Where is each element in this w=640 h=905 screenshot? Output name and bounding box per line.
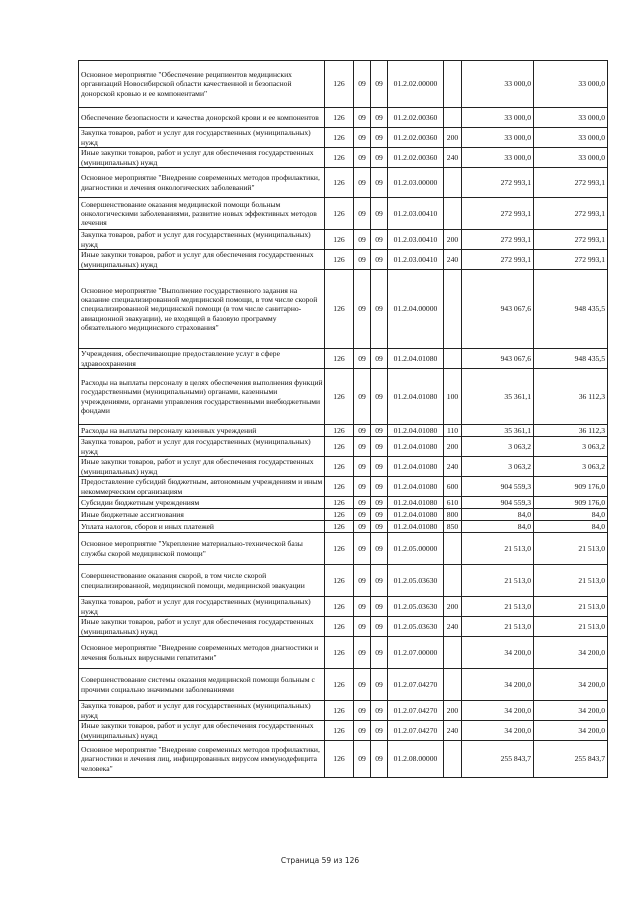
- row-name: Совершенствование системы оказания медицинской помощи больным с прочими социально значимыми заболеваниями: [79, 669, 325, 701]
- row-name: Основное мероприятие "Выполнение государственного задания на оказание специализированной медицинской помощи, в том числе скорой специализированной медицинской помощи (в том числе санитарно-авиационной эвакуации), не входящей в базовую программу обязательного медицинского страхования": [79, 270, 325, 349]
- row-expense-type: [444, 741, 462, 778]
- table-row: [79, 168, 608, 198]
- row-amount-year2: 84,0: [534, 509, 608, 521]
- row-grbs-code: 126: [325, 597, 354, 617]
- row-target-article: 01.2.07.04270: [388, 721, 444, 741]
- row-grbs-code: 126: [325, 497, 354, 509]
- row-target-article: 01.2.04.01080: [388, 477, 444, 497]
- row-amount-year1: 272 993,1: [462, 250, 534, 270]
- row-amount-year1: 21 513,0: [462, 617, 534, 637]
- row-expense-type: [444, 198, 462, 230]
- table-row: [79, 701, 608, 721]
- row-subsection-code: 09: [371, 128, 388, 148]
- row-amount-year1: 272 993,1: [462, 168, 534, 198]
- row-section-code: 09: [354, 148, 371, 168]
- row-grbs-code: 126: [325, 128, 354, 148]
- row-target-article: 01.2.04.01080: [388, 521, 444, 533]
- row-grbs-code: 126: [325, 669, 354, 701]
- row-section-code: 09: [354, 701, 371, 721]
- table-row: [79, 369, 608, 425]
- row-grbs-code: 126: [325, 250, 354, 270]
- row-subsection-code: 09: [371, 250, 388, 270]
- table-row: [79, 198, 608, 230]
- row-subsection-code: 09: [371, 369, 388, 425]
- row-target-article: 01.2.04.01080: [388, 437, 444, 457]
- row-name: Иные закупки товаров, работ и услуг для обеспечения государственных (муниципальных) нужд: [79, 457, 325, 477]
- row-subsection-code: 09: [371, 349, 388, 369]
- row-target-article: 01.2.04.01080: [388, 369, 444, 425]
- table-row: [79, 637, 608, 669]
- table-row: [79, 669, 608, 701]
- row-amount-year2: 3 063,2: [534, 437, 608, 457]
- table-row: [79, 425, 608, 437]
- row-amount-year1: 904 559,3: [462, 477, 534, 497]
- row-expense-type: 600: [444, 477, 462, 497]
- table-row: [79, 597, 608, 617]
- row-section-code: 09: [354, 521, 371, 533]
- row-target-article: 01.2.04.01080: [388, 349, 444, 369]
- row-expense-type: 240: [444, 148, 462, 168]
- row-amount-year2: 36 112,3: [534, 369, 608, 425]
- row-target-article: 01.2.04.01080: [388, 509, 444, 521]
- row-target-article: 01.2.02.00000: [388, 61, 444, 108]
- row-amount-year1: 34 200,0: [462, 637, 534, 669]
- row-section-code: 09: [354, 497, 371, 509]
- row-amount-year2: 33 000,0: [534, 108, 608, 128]
- row-subsection-code: 09: [371, 477, 388, 497]
- row-expense-type: 610: [444, 497, 462, 509]
- row-section-code: 09: [354, 721, 371, 741]
- row-expense-type: 800: [444, 509, 462, 521]
- table-row: [79, 741, 608, 778]
- row-target-article: 01.2.05.00000: [388, 533, 444, 565]
- row-expense-type: 240: [444, 457, 462, 477]
- row-subsection-code: 09: [371, 617, 388, 637]
- row-section-code: 09: [354, 168, 371, 198]
- row-name: Предоставление субсидий бюджетным, автономным учреждениям и иным некоммерческим организациям: [79, 477, 325, 497]
- row-section-code: 09: [354, 270, 371, 349]
- row-grbs-code: 126: [325, 533, 354, 565]
- row-grbs-code: 126: [325, 477, 354, 497]
- row-expense-type: 240: [444, 617, 462, 637]
- table-row: [79, 437, 608, 457]
- row-section-code: 09: [354, 637, 371, 669]
- table-row: [79, 533, 608, 565]
- row-name: Основное мероприятие "Внедрение современных методов профилактики, диагностики и лечения лиц, инфицированных вирусом иммунодефицита человека": [79, 741, 325, 778]
- row-grbs-code: 126: [325, 437, 354, 457]
- row-grbs-code: 126: [325, 270, 354, 349]
- row-name: Иные закупки товаров, работ и услуг для обеспечения государственных (муниципальных) нужд: [79, 721, 325, 741]
- table-row: [79, 128, 608, 148]
- row-grbs-code: 126: [325, 741, 354, 778]
- row-target-article: 01.2.05.03630: [388, 617, 444, 637]
- row-name: Основное мероприятие "Внедрение современных методов профилактики, диагностики и лечения онкологических заболеваний": [79, 168, 325, 198]
- row-subsection-code: 09: [371, 521, 388, 533]
- row-amount-year2: 33 000,0: [534, 148, 608, 168]
- row-grbs-code: 126: [325, 509, 354, 521]
- row-grbs-code: 126: [325, 521, 354, 533]
- row-name: Иные закупки товаров, работ и услуг для обеспечения государственных (муниципальных) нужд: [79, 250, 325, 270]
- row-section-code: 09: [354, 477, 371, 497]
- row-section-code: 09: [354, 128, 371, 148]
- row-target-article: 01.2.03.00410: [388, 230, 444, 250]
- table-row: [79, 349, 608, 369]
- row-amount-year2: 272 993,1: [534, 198, 608, 230]
- row-amount-year1: 904 559,3: [462, 497, 534, 509]
- row-amount-year2: 21 513,0: [534, 533, 608, 565]
- row-subsection-code: 09: [371, 108, 388, 128]
- row-section-code: 09: [354, 61, 371, 108]
- row-amount-year1: 255 843,7: [462, 741, 534, 778]
- row-amount-year2: 948 435,5: [534, 349, 608, 369]
- row-target-article: 01.2.04.01080: [388, 497, 444, 509]
- table-row: [79, 457, 608, 477]
- table-row: [79, 61, 608, 108]
- row-expense-type: 200: [444, 230, 462, 250]
- row-expense-type: [444, 533, 462, 565]
- row-expense-type: [444, 669, 462, 701]
- row-expense-type: [444, 349, 462, 369]
- row-subsection-code: 09: [371, 270, 388, 349]
- row-target-article: 01.2.02.00360: [388, 128, 444, 148]
- row-amount-year2: 272 993,1: [534, 230, 608, 250]
- row-subsection-code: 09: [371, 597, 388, 617]
- row-name: Уплата налогов, сборов и иных платежей: [79, 521, 325, 533]
- row-grbs-code: 126: [325, 230, 354, 250]
- row-name: Иные бюджетные ассигнования: [79, 509, 325, 521]
- row-amount-year1: 33 000,0: [462, 108, 534, 128]
- row-grbs-code: 126: [325, 148, 354, 168]
- row-name: Совершенствование оказания скорой, в том числе скорой специализированной, медицинской помощи, медицинской эвакуации: [79, 565, 325, 597]
- row-name: Расходы на выплаты персоналу в целях обеспечения выполнения функций государственными (муниципальными) органами, казенными учреждениями, органами управления государственными внебюджетными фондами: [79, 369, 325, 425]
- row-section-code: 09: [354, 250, 371, 270]
- row-amount-year2: 21 513,0: [534, 597, 608, 617]
- row-target-article: 01.2.03.00410: [388, 250, 444, 270]
- row-amount-year1: 34 200,0: [462, 701, 534, 721]
- row-amount-year1: 943 067,6: [462, 270, 534, 349]
- row-expense-type: 850: [444, 521, 462, 533]
- row-grbs-code: 126: [325, 349, 354, 369]
- table-row: [79, 565, 608, 597]
- row-section-code: 09: [354, 565, 371, 597]
- row-subsection-code: 09: [371, 168, 388, 198]
- row-grbs-code: 126: [325, 108, 354, 128]
- row-amount-year1: 34 200,0: [462, 721, 534, 741]
- row-name: Основное мероприятие "Внедрение современных методов диагностики и лечения больных вирусными гепатитами": [79, 637, 325, 669]
- row-amount-year2: 36 112,3: [534, 425, 608, 437]
- row-name: Закупка товаров, работ и услуг для государственных (муниципальных) нужд: [79, 701, 325, 721]
- row-target-article: 01.2.04.01080: [388, 457, 444, 477]
- row-amount-year2: 948 435,5: [534, 270, 608, 349]
- row-subsection-code: 09: [371, 509, 388, 521]
- row-amount-year1: 35 361,1: [462, 425, 534, 437]
- row-amount-year2: 272 993,1: [534, 168, 608, 198]
- page-number: Страница 59 из 126: [280, 856, 360, 865]
- row-amount-year2: 33 000,0: [534, 128, 608, 148]
- row-amount-year2: 84,0: [534, 521, 608, 533]
- row-amount-year2: 255 843,7: [534, 741, 608, 778]
- row-amount-year1: 272 993,1: [462, 230, 534, 250]
- row-subsection-code: 09: [371, 721, 388, 741]
- table-row: [79, 617, 608, 637]
- row-amount-year2: 34 200,0: [534, 721, 608, 741]
- row-amount-year1: 21 513,0: [462, 597, 534, 617]
- row-expense-type: 200: [444, 128, 462, 148]
- row-section-code: 09: [354, 669, 371, 701]
- row-amount-year2: 3 063,2: [534, 457, 608, 477]
- row-target-article: 01.2.07.04270: [388, 701, 444, 721]
- row-grbs-code: 126: [325, 565, 354, 597]
- row-section-code: 09: [354, 369, 371, 425]
- row-name: Закупка товаров, работ и услуг для государственных (муниципальных) нужд: [79, 230, 325, 250]
- row-expense-type: 110: [444, 425, 462, 437]
- row-grbs-code: 126: [325, 617, 354, 637]
- row-section-code: 09: [354, 509, 371, 521]
- row-amount-year1: 33 000,0: [462, 61, 534, 108]
- row-name: Обеспечение безопасности и качества донорской крови и ее компонентов: [79, 108, 325, 128]
- row-expense-type: [444, 168, 462, 198]
- table-body: [79, 61, 608, 778]
- row-expense-type: 200: [444, 701, 462, 721]
- table-row: [79, 250, 608, 270]
- row-grbs-code: 126: [325, 168, 354, 198]
- row-section-code: 09: [354, 741, 371, 778]
- row-section-code: 09: [354, 425, 371, 437]
- row-section-code: 09: [354, 349, 371, 369]
- row-subsection-code: 09: [371, 61, 388, 108]
- row-amount-year2: 272 993,1: [534, 250, 608, 270]
- table-row: [79, 230, 608, 250]
- row-amount-year1: 943 067,6: [462, 349, 534, 369]
- row-expense-type: [444, 108, 462, 128]
- row-section-code: 09: [354, 457, 371, 477]
- row-expense-type: 200: [444, 437, 462, 457]
- table-row: [79, 497, 608, 509]
- row-target-article: 01.2.03.00000: [388, 168, 444, 198]
- row-target-article: 01.2.02.00360: [388, 148, 444, 168]
- row-amount-year1: 3 063,2: [462, 457, 534, 477]
- row-name: Закупка товаров, работ и услуг для государственных (муниципальных) нужд: [79, 437, 325, 457]
- row-amount-year2: 21 513,0: [534, 565, 608, 597]
- row-expense-type: 240: [444, 721, 462, 741]
- table-row: [79, 108, 608, 128]
- row-target-article: 01.2.08.00000: [388, 741, 444, 778]
- row-name: Субсидии бюджетным учреждениям: [79, 497, 325, 509]
- row-section-code: 09: [354, 437, 371, 457]
- row-grbs-code: 126: [325, 425, 354, 437]
- row-amount-year2: 909 176,0: [534, 477, 608, 497]
- row-expense-type: [444, 637, 462, 669]
- row-subsection-code: 09: [371, 198, 388, 230]
- row-name: Расходы на выплаты персоналу казенных учреждений: [79, 425, 325, 437]
- row-grbs-code: 126: [325, 198, 354, 230]
- row-amount-year1: 272 993,1: [462, 198, 534, 230]
- table-row: [79, 521, 608, 533]
- row-amount-year1: 34 200,0: [462, 669, 534, 701]
- row-target-article: 01.2.04.00000: [388, 270, 444, 349]
- row-subsection-code: 09: [371, 637, 388, 669]
- row-name: Основное мероприятие "Укрепление материально-технической базы службы скорой медицинской помощи": [79, 533, 325, 565]
- row-grbs-code: 126: [325, 721, 354, 741]
- row-target-article: 01.2.02.00360: [388, 108, 444, 128]
- row-subsection-code: 09: [371, 230, 388, 250]
- row-amount-year2: 34 200,0: [534, 701, 608, 721]
- table-row: [79, 477, 608, 497]
- row-amount-year2: 34 200,0: [534, 669, 608, 701]
- row-section-code: 09: [354, 597, 371, 617]
- row-target-article: 01.2.05.03630: [388, 565, 444, 597]
- row-expense-type: [444, 61, 462, 108]
- row-amount-year1: 33 000,0: [462, 128, 534, 148]
- table-row: [79, 270, 608, 349]
- row-amount-year1: 84,0: [462, 509, 534, 521]
- row-amount-year1: 84,0: [462, 521, 534, 533]
- row-amount-year2: 909 176,0: [534, 497, 608, 509]
- row-amount-year1: 3 063,2: [462, 437, 534, 457]
- row-grbs-code: 126: [325, 637, 354, 669]
- row-grbs-code: 126: [325, 701, 354, 721]
- table-row: [79, 509, 608, 521]
- row-amount-year1: 33 000,0: [462, 148, 534, 168]
- row-expense-type: 100: [444, 369, 462, 425]
- row-target-article: 01.2.07.00000: [388, 637, 444, 669]
- row-target-article: 01.2.04.01080: [388, 425, 444, 437]
- row-subsection-code: 09: [371, 457, 388, 477]
- row-expense-type: 200: [444, 597, 462, 617]
- row-name: Иные закупки товаров, работ и услуг для обеспечения государственных (муниципальных) нужд: [79, 148, 325, 168]
- row-subsection-code: 09: [371, 565, 388, 597]
- budget-table: [78, 60, 608, 778]
- row-section-code: 09: [354, 533, 371, 565]
- row-expense-type: [444, 270, 462, 349]
- row-amount-year1: 21 513,0: [462, 565, 534, 597]
- row-amount-year2: 21 513,0: [534, 617, 608, 637]
- row-name: Совершенствование оказания медицинской помощи больным онкологическими заболеваниями, развитие новых эффективных методов лечения: [79, 198, 325, 230]
- row-grbs-code: 126: [325, 369, 354, 425]
- row-amount-year1: 21 513,0: [462, 533, 534, 565]
- row-section-code: 09: [354, 108, 371, 128]
- row-subsection-code: 09: [371, 437, 388, 457]
- row-section-code: 09: [354, 617, 371, 637]
- row-target-article: 01.2.03.00410: [388, 198, 444, 230]
- row-subsection-code: 09: [371, 533, 388, 565]
- row-grbs-code: 126: [325, 61, 354, 108]
- row-name: Закупка товаров, работ и услуг для государственных (муниципальных) нужд: [79, 128, 325, 148]
- row-target-article: 01.2.07.04270: [388, 669, 444, 701]
- row-subsection-code: 09: [371, 425, 388, 437]
- row-grbs-code: 126: [325, 457, 354, 477]
- row-amount-year2: 34 200,0: [534, 637, 608, 669]
- row-subsection-code: 09: [371, 148, 388, 168]
- row-name: Учреждения, обеспечивающие предоставление услуг в сфере здравоохранения: [79, 349, 325, 369]
- row-section-code: 09: [354, 230, 371, 250]
- row-name: Иные закупки товаров, работ и услуг для обеспечения государственных (муниципальных) нужд: [79, 617, 325, 637]
- row-subsection-code: 09: [371, 497, 388, 509]
- table-row: [79, 721, 608, 741]
- row-name: Закупка товаров, работ и услуг для государственных (муниципальных) нужд: [79, 597, 325, 617]
- row-expense-type: 240: [444, 250, 462, 270]
- row-subsection-code: 09: [371, 701, 388, 721]
- row-amount-year1: 35 361,1: [462, 369, 534, 425]
- row-subsection-code: 09: [371, 669, 388, 701]
- row-subsection-code: 09: [371, 741, 388, 778]
- table-row: [79, 148, 608, 168]
- row-section-code: 09: [354, 198, 371, 230]
- row-target-article: 01.2.05.03630: [388, 597, 444, 617]
- row-name: Основное мероприятие "Обеспечение реципиентов медицинских организаций Новосибирской области качественной и безопасной донорской кровью и ее компонентами": [79, 61, 325, 108]
- row-amount-year2: 33 000,0: [534, 61, 608, 108]
- row-expense-type: [444, 565, 462, 597]
